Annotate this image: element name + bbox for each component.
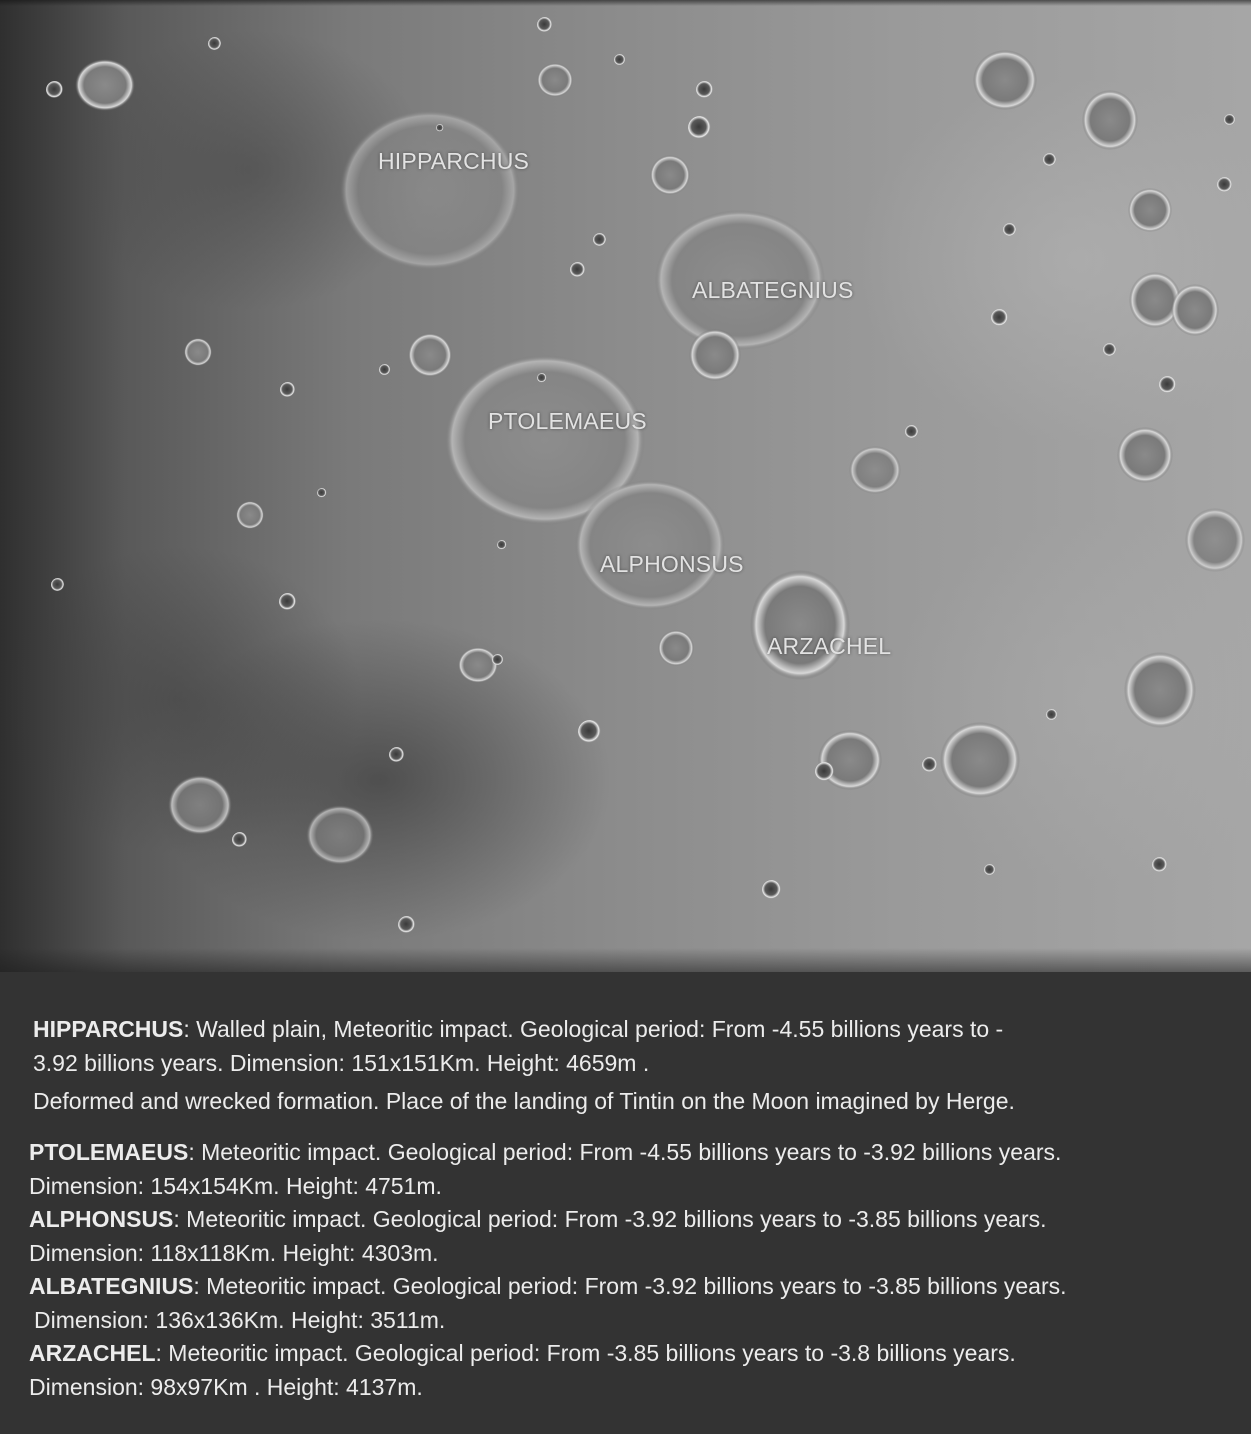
map-label-albategnius: ALBATEGNIUS [692,277,854,303]
crater [458,647,498,683]
crater [537,17,553,33]
description-text: Dimension: 98x97Km . Height: 4137m. [29,1374,423,1400]
crater [696,81,714,99]
crater [1217,177,1233,193]
crater [1103,343,1117,357]
crater [46,81,64,99]
description-text: : Meteoritic impact. Geological period: From -3.85 billions years to -3.8 billions years. [155,1340,1016,1366]
crater [658,630,694,666]
crater [232,832,248,848]
crater [1124,652,1196,728]
description-text: Dimension: 136x136Km. Height: 3511m. [34,1307,446,1333]
description-text: : Meteoritic impact. Geological period: From -4.55 billions years to -3.92 billions years. [188,1139,1062,1165]
crater [1046,709,1058,721]
description-line [29,1135,1061,1169]
description-line [29,1202,1047,1236]
crater [593,233,607,247]
description-text: : Meteoritic impact. Geological period: From -3.92 billions years to -3.85 billions years. [173,1206,1047,1232]
crater [279,593,297,611]
description-text: Dimension: 154x154Km. Height: 4751m. [29,1173,442,1199]
map-label-arzachel: ARZACHEL [767,633,892,659]
crater [398,916,416,934]
crater [208,37,222,51]
description-line [33,1012,1015,1046]
description-line [29,1269,1067,1303]
description-text: Dimension: 118x118Km. Height: 4303m. [29,1240,439,1266]
description-text: 3.92 billions years. Dimension: 151x151Km. Height: 4659m . [33,1050,650,1076]
crater [922,757,938,773]
description-hipparchus [33,1012,1015,1118]
crater-name: ARZACHEL [29,1340,156,1366]
description-alphonsus [29,1202,1047,1270]
crater [1171,284,1219,336]
crater [1043,153,1057,167]
crater [75,59,135,111]
crater [991,309,1009,327]
crater [1159,376,1177,394]
crater [537,373,547,383]
crater [1117,427,1173,483]
description-text: : Walled plain, Meteoritic impact. Geological period: From -4.55 billions years to - [183,1016,1004,1042]
crater [436,124,444,132]
map-label-hipparchus: HIPPARCHUS [378,148,530,174]
crater [762,880,782,900]
crater [236,501,264,529]
crater [379,364,391,376]
crater [408,333,452,377]
crater [984,864,996,876]
crater-name: ALPHONSUS [29,1206,174,1232]
crater [1152,857,1168,873]
crater [689,329,741,381]
map-label-alphonsus: ALPHONSUS [600,551,744,577]
crater [280,382,296,398]
crater-name: ALBATEGNIUS [29,1273,194,1299]
crater [492,654,504,666]
description-panel [0,972,1251,1434]
crater [1128,188,1172,232]
crater [905,425,919,439]
crater [1224,114,1236,126]
description-text: : Meteoritic impact. Geological period: From -3.92 billions years to -3.85 billions years. [193,1273,1067,1299]
photo-bottom-edge [0,948,1251,972]
description-line [29,1336,1016,1370]
description-arzachel [29,1336,1016,1404]
crater [940,722,1020,798]
description-note: Deformed and wrecked formation. Place of the landing of Tintin on the Moon imagined by Herge. [33,1088,1015,1114]
crater [614,54,626,66]
crater [849,446,901,494]
crater [497,540,507,550]
description-albategnius [29,1269,1067,1337]
photo-top-edge [0,0,1251,6]
crater [688,116,712,140]
crater [537,63,573,97]
crater [168,775,232,835]
crater [317,488,327,498]
alphonsus-basin [575,480,725,610]
crater [306,805,374,865]
crater [578,720,602,744]
map-label-ptolemaeus: PTOLEMAEUS [488,408,647,434]
hipparchus-basin [340,110,520,270]
crater-name: HIPPARCHUS [33,1016,184,1042]
crater [1082,90,1138,150]
crater [650,155,690,195]
crater [51,578,65,592]
crater [973,50,1037,110]
description-ptolemaeus [29,1135,1061,1203]
crater [815,762,835,782]
crater [1185,508,1245,572]
crater [184,338,212,366]
crater-name: PTOLEMAEUS [29,1139,189,1165]
arzachel-crater [750,570,850,680]
crater [570,262,586,278]
crater [1003,223,1017,237]
crater [389,747,405,763]
